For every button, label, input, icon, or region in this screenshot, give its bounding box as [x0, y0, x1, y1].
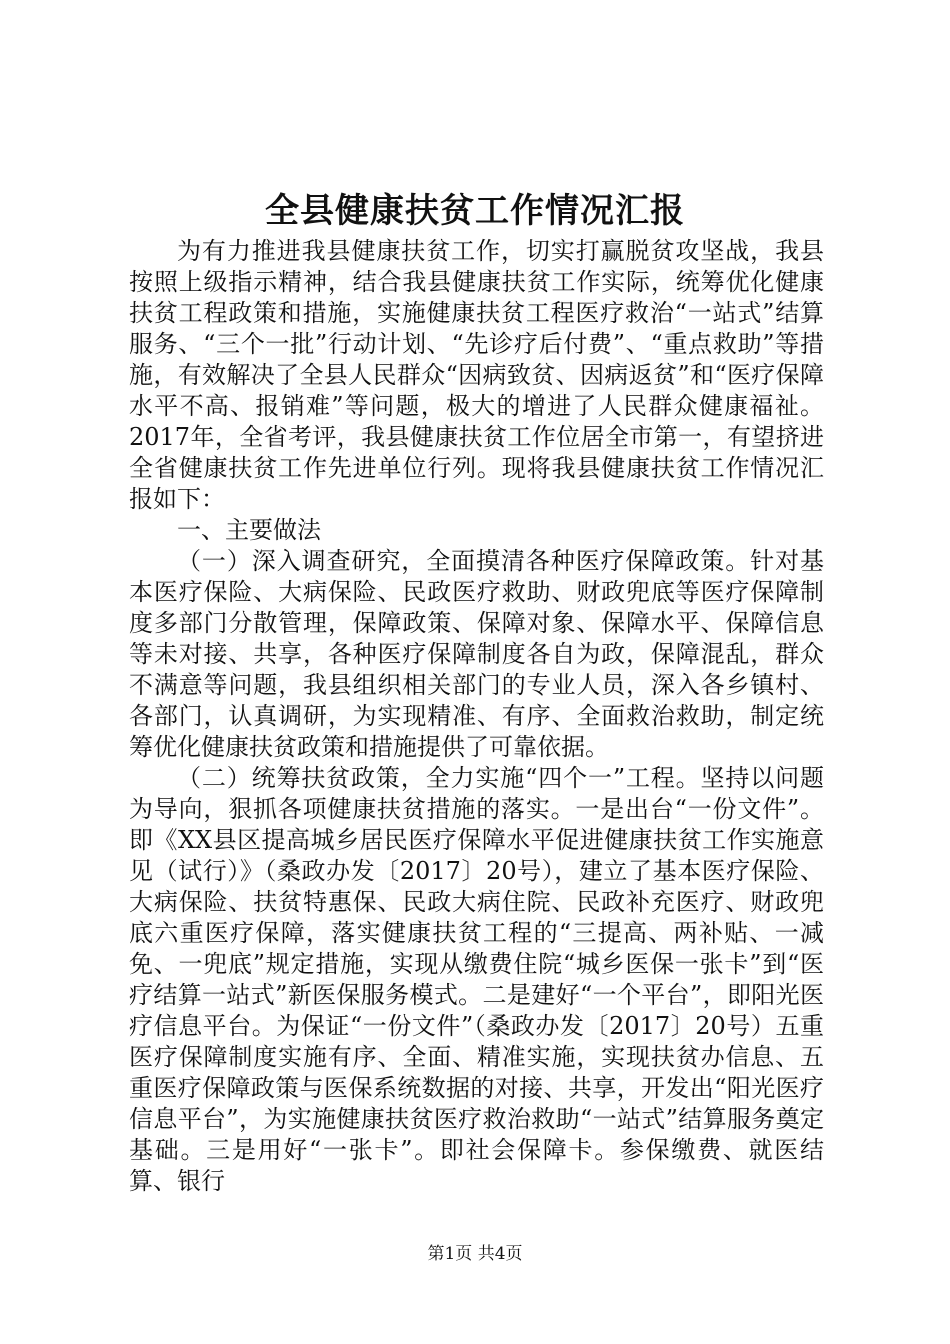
page-number-footer: 第1页 共4页 [427, 1244, 523, 1264]
paragraph-four-ones-project: （二）统筹扶贫政策，全力实施“四个一”工程。坚持以问题为导向，狠抓各项健康扶贫措施的落实。一是出台“一份文件”。即《XX县区提高城乡居民医疗保障水平促进健康扶贫工作实施意见（试行）》（桑政办发〔2017〕20号），建立了基本医疗保险、大病保险、扶贫特惠保、民政大病住院、民政补充医疗、财政兜底六重医疗保障，落实健康扶贫工程的“三提高、两补贴、一减免、一兜底”规定措施，实现从缴费住院“城乡医保一张卡”到“医疗结算一站式”新医保服务模式。二是建好“一个平台”，即阳光医疗信息平台。为保证“一份文件”（桑政办发〔2017〕20号）五重医疗保障制度实施有序、全面、精准实施，实现扶贫办信息、五重医疗保障政策与医保系统数据的对接、共享，开发出“阳光医疗信息平台”，为实施健康扶贫医疗救治救助“一站式”结算服务奠定基础。三是用好“一张卡”。即社会保障卡。参保缴费、就医结算、银行 [129, 764, 824, 1195]
paragraph-investigation: （一）深入调查研究，全面摸清各种医疗保障政策。针对基本医疗保险、大病保险、民政医疗救助、财政兜底等医疗保障制度多部门分散管理，保障政策、保障对象、保障水平、保障信息等未对接、共享，各种医疗保障制度各自为政，保障混乱，群众不满意等问题，我县组织相关部门的专业人员，深入各乡镇村、各部门，认真调研，为实现精准、有序、全面救治救助，制定统筹优化健康扶贫政策和措施提供了可靠依据。 [129, 547, 824, 761]
document-body [129, 236, 824, 1197]
intro-paragraph: 为有力推进我县健康扶贫工作，切实打赢脱贫攻坚战，我县按照上级指示精神，结合我县健康扶贫工作实际，统筹优化健康扶贫工程政策和措施，实施健康扶贫工程医疗救治“一站式”结算服务、“三个一批”行动计划、“先诊疗后付费”、“重点救助”等措施，有效解决了全县人民群众“因病致贫、因病返贫”和“医疗保障水平不高、报销难”等问题，极大的增进了人民群众健康福祉。2017年，全省考评，我县健康扶贫工作位居全市第一，有望挤进全省健康扶贫工作先进单位行列。现将我县健康扶贫工作情况汇报如下： [129, 237, 824, 513]
section-heading-main-practices: 一、主要做法 [177, 516, 321, 544]
document-title: 全县健康扶贫工作情况汇报 [265, 191, 685, 231]
